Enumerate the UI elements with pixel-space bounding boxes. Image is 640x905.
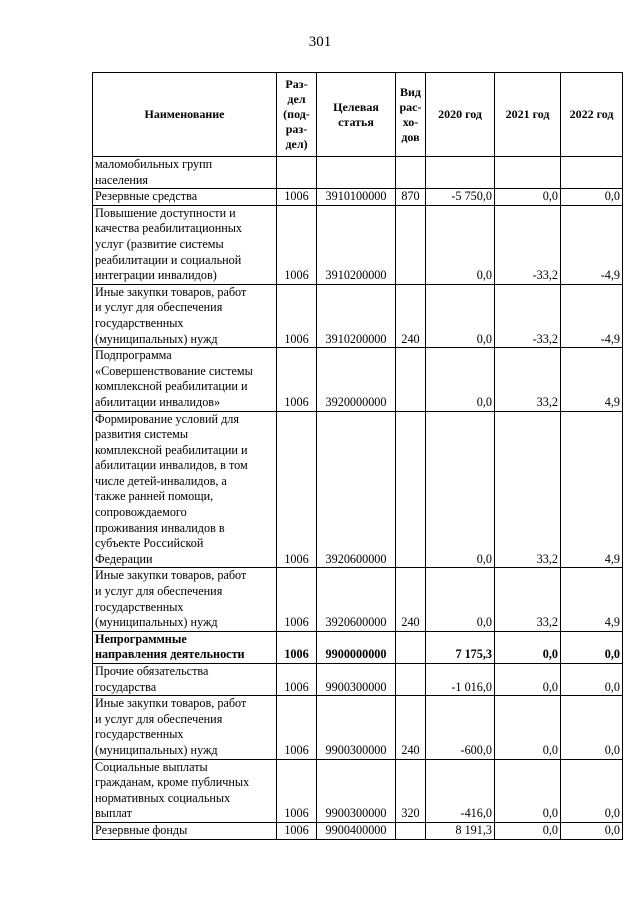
row-expense-type: 240 (396, 696, 426, 759)
row-name: Формирование условий для развития системы комплексной реабилитации и абилитации инвалидов, в том числе детей-инвалидов, а также ранней помощи, сопровождаемого проживания инвалидов в субъекте Российской Федерации (93, 411, 277, 568)
header-name: Наименование (93, 73, 277, 157)
row-name: Резервные фонды (93, 822, 277, 839)
row-expense-type: 870 (396, 189, 426, 206)
row-target: 9900300000 (317, 759, 396, 822)
table-row (93, 348, 623, 411)
row-expense-type (396, 411, 426, 568)
row-target: 3910200000 (317, 205, 396, 284)
row-2021: 0,0 (495, 189, 561, 206)
row-2021: 0,0 (495, 696, 561, 759)
row-2020: -416,0 (426, 759, 495, 822)
row-2022: -4,9 (561, 205, 623, 284)
row-name: Иные закупки товаров, работ и услуг для обеспечения государственных (муниципальных) нужд (93, 568, 277, 631)
row-expense-type: 240 (396, 568, 426, 631)
row-2020: 8 191,3 (426, 822, 495, 839)
row-target: 3920600000 (317, 568, 396, 631)
table-row (93, 696, 623, 759)
row-2022: -4,9 (561, 284, 623, 347)
row-name: Иные закупки товаров, работ и услуг для обеспечения государственных (муниципальных) нужд (93, 284, 277, 347)
row-target: 9900400000 (317, 822, 396, 839)
header-section: Раз- дел (под- раз- дел) (277, 73, 317, 157)
table-header-row (93, 73, 623, 157)
row-2022 (561, 157, 623, 189)
row-2022: 0,0 (561, 189, 623, 206)
row-section: 1006 (277, 631, 317, 663)
row-name: Непрограммные направления деятельности (93, 631, 277, 663)
table-row (93, 568, 623, 631)
row-expense-type (396, 348, 426, 411)
header-target: Целевая статья (317, 73, 396, 157)
table-row (93, 157, 623, 189)
row-name: Прочие обязательства государства (93, 664, 277, 696)
row-target (317, 157, 396, 189)
row-expense-type (396, 631, 426, 663)
row-2020: 0,0 (426, 284, 495, 347)
table-row (93, 411, 623, 568)
row-2020: 0,0 (426, 205, 495, 284)
row-name: Подпрограмма «Совершенствование системы комплексной реабилитации и абилитации инвалидов» (93, 348, 277, 411)
table-row (93, 631, 623, 663)
row-2022: 4,9 (561, 568, 623, 631)
row-target: 9900000000 (317, 631, 396, 663)
table-row (93, 189, 623, 206)
row-2021: 0,0 (495, 759, 561, 822)
header-2022: 2022 год (561, 73, 623, 157)
row-2022: 0,0 (561, 759, 623, 822)
row-expense-type: 320 (396, 759, 426, 822)
row-2020: 0,0 (426, 348, 495, 411)
row-2021: 33,2 (495, 348, 561, 411)
row-target: 9900300000 (317, 696, 396, 759)
row-2020 (426, 157, 495, 189)
row-name: маломобильных групп населения (93, 157, 277, 189)
row-section (277, 157, 317, 189)
row-2022: 0,0 (561, 696, 623, 759)
row-2021: -33,2 (495, 205, 561, 284)
row-section: 1006 (277, 568, 317, 631)
row-2021: 33,2 (495, 568, 561, 631)
row-target: 3920000000 (317, 348, 396, 411)
row-target: 3920600000 (317, 411, 396, 568)
row-target: 3910200000 (317, 284, 396, 347)
table-row (93, 759, 623, 822)
row-2020: -5 750,0 (426, 189, 495, 206)
row-section: 1006 (277, 822, 317, 839)
row-name: Иные закупки товаров, работ и услуг для обеспечения государственных (муниципальных) нужд (93, 696, 277, 759)
table-row (93, 284, 623, 347)
row-section: 1006 (277, 189, 317, 206)
row-2021: 0,0 (495, 664, 561, 696)
row-target: 3910100000 (317, 189, 396, 206)
row-2020: 0,0 (426, 411, 495, 568)
header-2021: 2021 год (495, 73, 561, 157)
row-expense-type (396, 205, 426, 284)
header-expense-type: Вид рас- хо- дов (396, 73, 426, 157)
row-section: 1006 (277, 696, 317, 759)
row-2020: -600,0 (426, 696, 495, 759)
table-row (93, 205, 623, 284)
row-2021: -33,2 (495, 284, 561, 347)
budget-table (92, 72, 623, 840)
row-2022: 4,9 (561, 348, 623, 411)
row-section: 1006 (277, 284, 317, 347)
header-2020: 2020 год (426, 73, 495, 157)
row-2020: -1 016,0 (426, 664, 495, 696)
page-number: 301 (308, 34, 332, 50)
row-2022: 0,0 (561, 631, 623, 663)
row-name: Повышение доступности и качества реабилитационных услуг (развитие системы реабилитации и социальной интеграции инвалидов) (93, 205, 277, 284)
table-row (93, 664, 623, 696)
row-2022: 0,0 (561, 664, 623, 696)
row-target: 9900300000 (317, 664, 396, 696)
row-expense-type (396, 157, 426, 189)
row-section: 1006 (277, 205, 317, 284)
row-2020: 0,0 (426, 568, 495, 631)
row-name: Социальные выплаты гражданам, кроме публичных нормативных социальных выплат (93, 759, 277, 822)
row-2021: 33,2 (495, 411, 561, 568)
row-section: 1006 (277, 759, 317, 822)
row-expense-type (396, 822, 426, 839)
row-2021: 0,0 (495, 631, 561, 663)
row-section: 1006 (277, 664, 317, 696)
row-2022: 4,9 (561, 411, 623, 568)
row-expense-type: 240 (396, 284, 426, 347)
row-expense-type (396, 664, 426, 696)
row-section: 1006 (277, 348, 317, 411)
row-2022: 0,0 (561, 822, 623, 839)
table-row (93, 822, 623, 839)
row-section: 1006 (277, 411, 317, 568)
row-2020: 7 175,3 (426, 631, 495, 663)
row-name: Резервные средства (93, 189, 277, 206)
row-2021: 0,0 (495, 822, 561, 839)
row-2021 (495, 157, 561, 189)
